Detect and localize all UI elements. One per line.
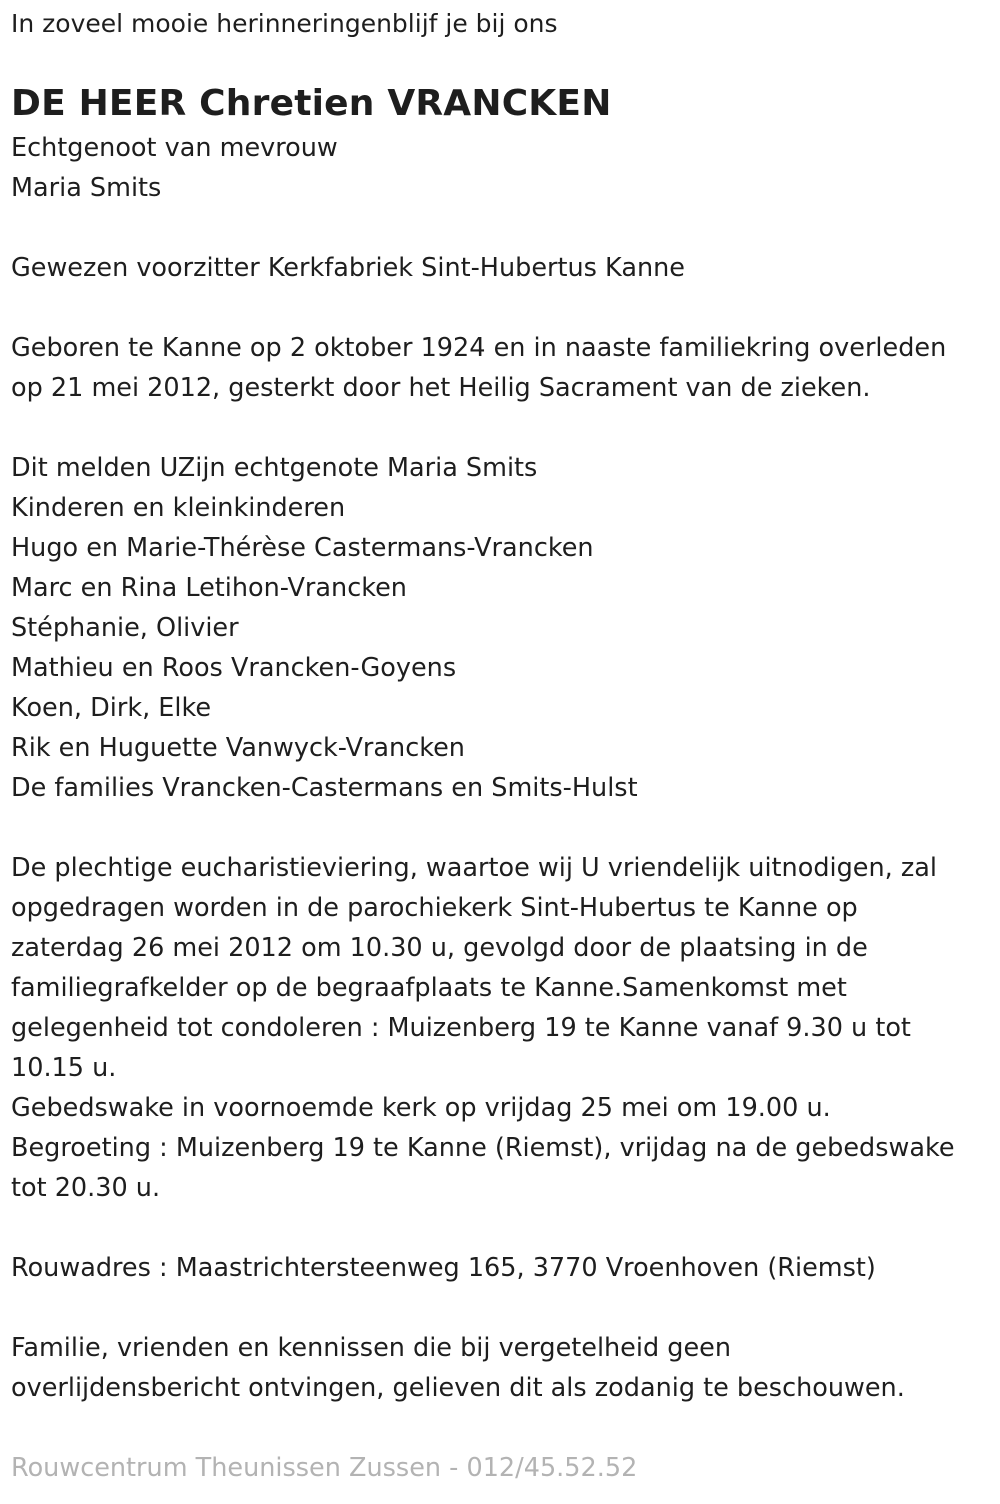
closing-line: Familie, vrienden en kennissen die bij vergetelheid geen bbox=[11, 1333, 731, 1363]
ceremony-line: De plechtige eucharistieviering, waartoe wij U vriendelijk uitnodigen, zal bbox=[11, 853, 937, 883]
ceremony-line: gelegenheid tot condoleren : Muizenberg 19 te Kanne vanaf 9.30 u tot bbox=[11, 1013, 911, 1043]
closing-block bbox=[11, 1328, 991, 1408]
death-notice bbox=[11, 4, 991, 1488]
ceremony-line: 10.15 u. bbox=[11, 1053, 117, 1083]
family-line: Kinderen en kleinkinderen bbox=[11, 493, 346, 523]
ceremony-line: Begroeting : Muizenberg 19 te Kanne (Riemst), vrijdag na de gebedswake bbox=[11, 1133, 955, 1163]
family-line: De families Vrancken-Castermans en Smits-Hulst bbox=[11, 773, 638, 803]
ceremony-line: tot 20.30 u. bbox=[11, 1173, 161, 1203]
family-line: Dit melden UZijn echtgenote Maria Smits bbox=[11, 453, 538, 483]
birth-death-line: op 21 mei 2012, gesterkt door het Heilig Sacrament van de zieken. bbox=[11, 373, 871, 403]
family-line: Hugo en Marie-Thérèse Castermans-Vrancken bbox=[11, 533, 594, 563]
birth-death-block bbox=[11, 328, 991, 408]
spouse-block bbox=[11, 128, 991, 208]
spouse-line: Echtgenoot van mevrouw bbox=[11, 133, 338, 163]
funeral-home-footer: Rouwcentrum Theunissen Zussen - 012/45.52.52 bbox=[11, 1453, 638, 1483]
closing-line: overlijdensbericht ontvingen, gelieven dit als zodanig te beschouwen. bbox=[11, 1373, 905, 1403]
family-line: Rik en Huguette Vanwyck-Vrancken bbox=[11, 733, 465, 763]
ceremony-line: opgedragen worden in de parochiekerk Sint-Hubertus te Kanne op bbox=[11, 893, 858, 923]
family-line: Marc en Rina Letihon-Vrancken bbox=[11, 573, 407, 603]
ceremony-block bbox=[11, 848, 991, 1208]
function-text: Gewezen voorzitter Kerkfabriek Sint-Hubertus Kanne bbox=[11, 253, 685, 283]
deceased-name: DE HEER Chretien VRANCKEN bbox=[11, 83, 612, 124]
birth-death-line: Geboren te Kanne op 2 oktober 1924 en in naaste familiekring overleden bbox=[11, 333, 947, 363]
ceremony-line: familiegrafkelder op de begraafplaats te Kanne.Samenkomst met bbox=[11, 973, 847, 1003]
ceremony-line: Gebedswake in voornoemde kerk op vrijdag 25 mei om 19.00 u. bbox=[11, 1093, 831, 1123]
intro-text: In zoveel mooie herinneringenblijf je bij ons bbox=[11, 9, 558, 38]
ceremony-line: zaterdag 26 mei 2012 om 10.30 u, gevolgd door de plaatsing in de bbox=[11, 933, 868, 963]
family-list bbox=[11, 448, 991, 808]
family-line: Koen, Dirk, Elke bbox=[11, 693, 212, 723]
family-line: Stéphanie, Olivier bbox=[11, 613, 239, 643]
family-line: Mathieu en Roos Vrancken-Goyens bbox=[11, 653, 457, 683]
spouse-line: Maria Smits bbox=[11, 173, 162, 203]
mourning-address: Rouwadres : Maastrichtersteenweg 165, 3770 Vroenhoven (Riemst) bbox=[11, 1253, 876, 1283]
